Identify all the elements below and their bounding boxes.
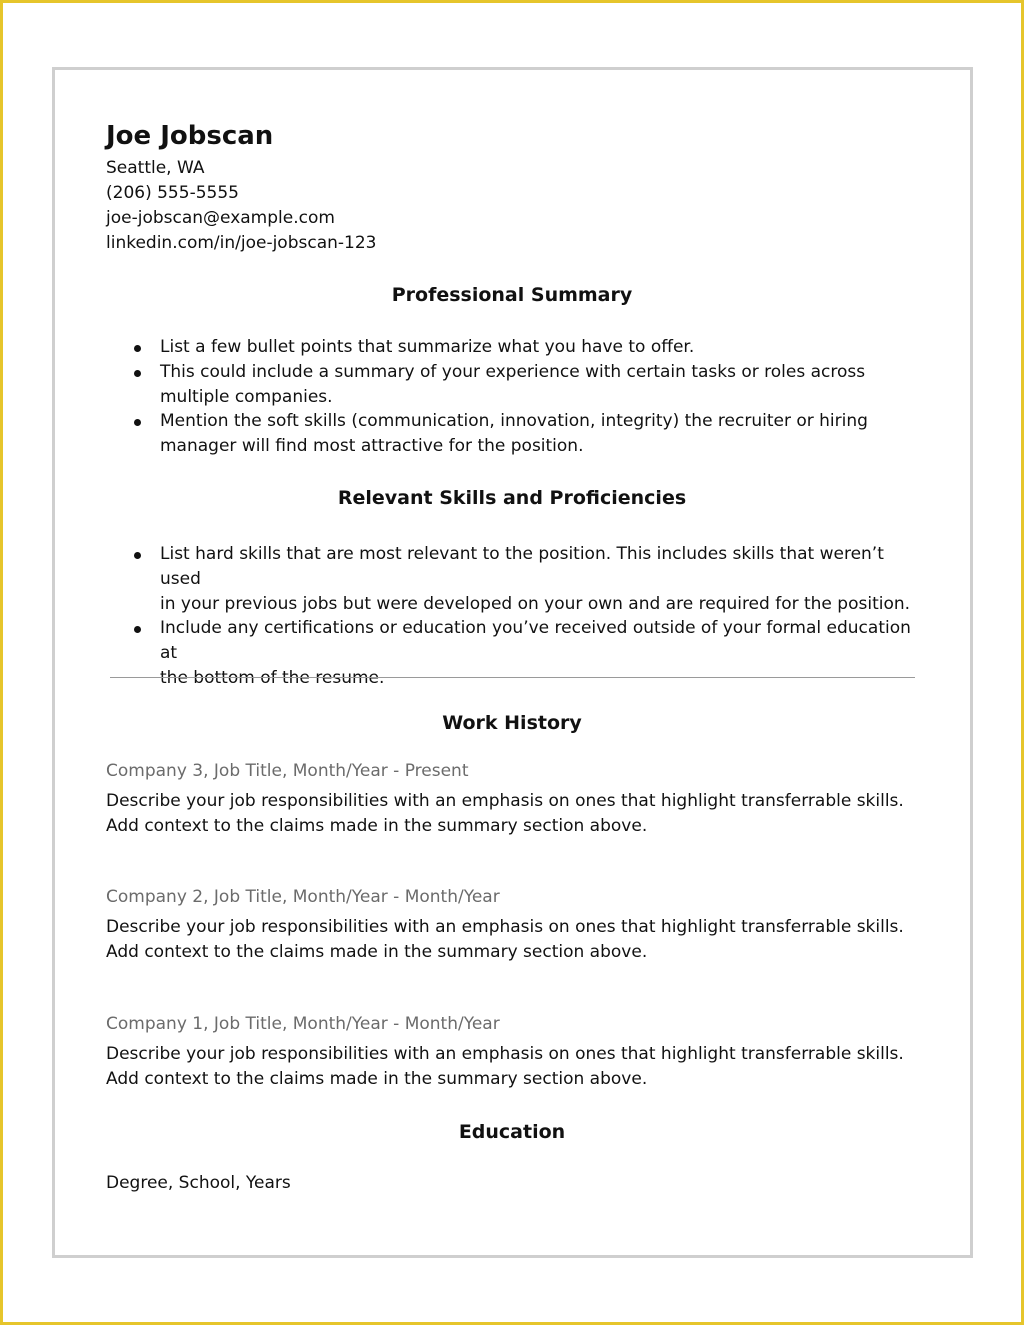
bullet-icon	[134, 345, 141, 352]
list-item: List hard skills that are most relevant to the position. This includes skills that weren’t used in your previous jobs but were developed on your own and are required for the position.	[130, 542, 920, 616]
section-title-skills: Relevant Skills and Proficiencies	[337, 487, 687, 509]
section-title-summary: Professional Summary	[391, 284, 633, 306]
job-header-1: Company 1, Job Title, Month/Year - Month/Year	[106, 1014, 500, 1034]
bullet-icon	[134, 552, 141, 559]
list-item: List a few bullet points that summarize what you have to offer.	[130, 335, 920, 360]
bullet-icon	[134, 626, 141, 633]
skills-bullets	[130, 542, 920, 691]
job-header-2: Company 2, Job Title, Month/Year - Month/Year	[106, 887, 500, 907]
contact-phone: (206) 555-5555	[106, 183, 239, 203]
bullet-icon	[134, 419, 141, 426]
job-description-3: Describe your job responsibilities with an emphasis on ones that highlight transferrable skills. Add context to the claims made in the summary section above.	[106, 791, 904, 836]
section-title-education: Education	[458, 1121, 566, 1143]
bullet-icon	[134, 370, 141, 377]
contact-email: joe-jobscan@example.com	[106, 208, 335, 228]
summary-bullets	[130, 335, 920, 459]
job-header-3: Company 3, Job Title, Month/Year - Present	[106, 761, 469, 781]
section-divider	[110, 677, 915, 678]
list-item: Include any certifications or education you’ve received outside of your formal education at the bottom of the resume.	[130, 616, 920, 690]
candidate-name: Joe Jobscan	[106, 121, 274, 151]
contact-location: Seattle, WA	[106, 158, 205, 178]
section-title-work: Work History	[442, 712, 582, 734]
job-description-1: Describe your job responsibilities with an emphasis on ones that highlight transferrable skills. Add context to the claims made in the summary section above.	[106, 1044, 904, 1089]
list-item: This could include a summary of your experience with certain tasks or roles across multiple companies.	[130, 360, 920, 410]
job-description-2: Describe your job responsibilities with an emphasis on ones that highlight transferrable skills. Add context to the claims made in the summary section above.	[106, 917, 904, 962]
list-item: Mention the soft skills (communication, innovation, integrity) the recruiter or hiring manager will find most attractive for the position.	[130, 409, 920, 459]
contact-linkedin: linkedin.com/in/joe-jobscan-123	[106, 233, 377, 253]
education-entry: Degree, School, Years	[106, 1173, 291, 1193]
